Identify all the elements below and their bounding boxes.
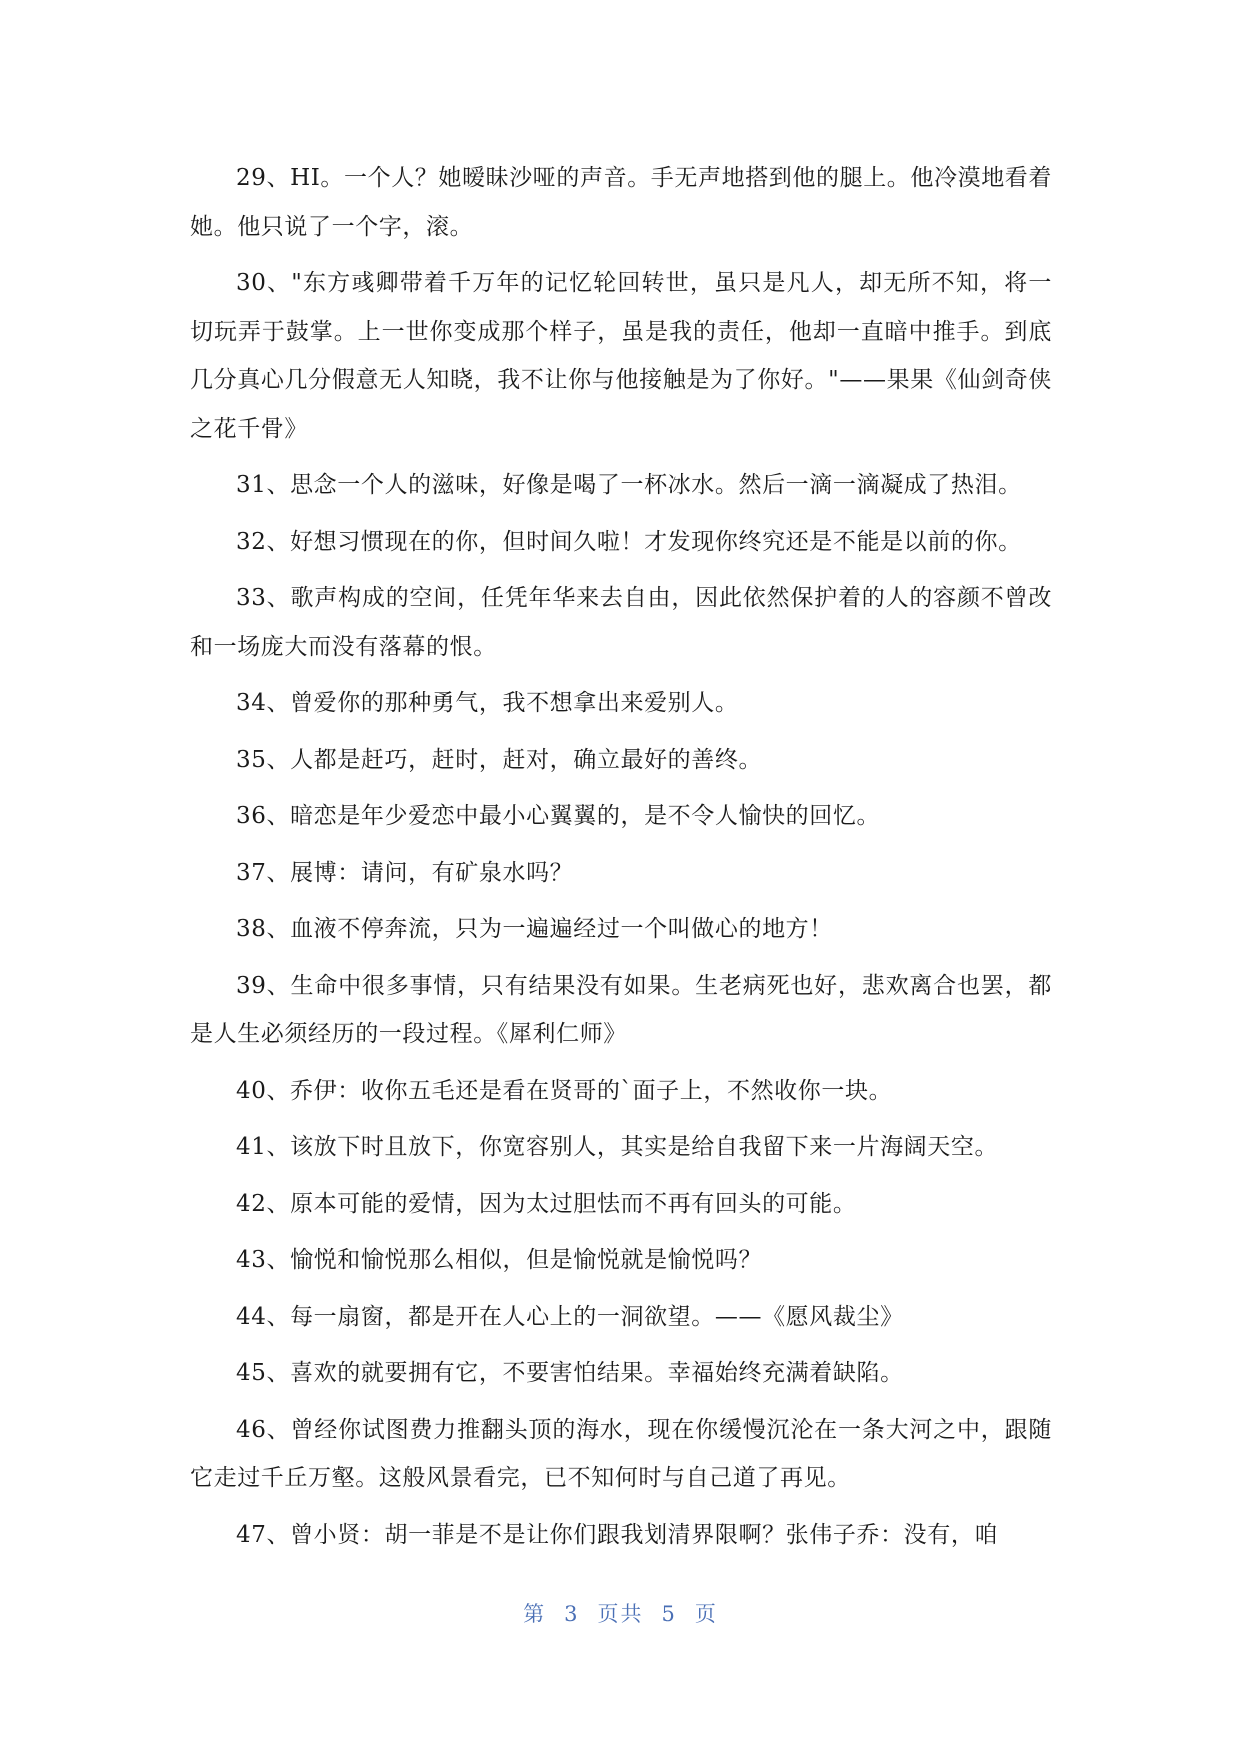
paragraph-33: 33、歌声构成的空间，任凭年华来去自由，因此依然保护着的人的容颜不曾改和一场庞大而没有落幕的恨。 [190,585,1052,660]
paragraph-36: 36、暗恋是年少爱恋中最小心翼翼的，是不令人愉快的回忆。 [236,803,881,829]
paragraph-46: 46、曾经你试图费力推翻头顶的海水，现在你缓慢沉沦在一条大河之中，跟随它走过千丘万壑。这般风景看完，已不知何时与自己道了再见。 [190,1416,1052,1491]
paragraph-39: 39、生命中很多事情，只有结果没有如果。生老病死也好，悲欢离合也罢，都是人生必须经历的一段过程。《犀利仁师》 [190,972,1052,1047]
page-footer [0,1598,1241,1628]
footer-suffix: 页 [694,1602,718,1626]
footer-middle: 页共 [597,1602,644,1626]
page-content [190,154,1052,1567]
footer-total-pages: 5 [661,1602,677,1626]
footer-prefix: 第 [523,1602,547,1626]
footer-current-page: 3 [564,1602,580,1626]
paragraph-38: 38、血液不停奔流，只为一遍遍经过一个叫做心的地方！ [236,916,833,942]
paragraph-32: 32、好想习惯现在的你，但时间久啦！才发现你终究还是不能是以前的你。 [236,528,1022,555]
paragraph-41: 41、该放下时且放下，你宽容别人，其实是给自我留下来一片海阔天空。 [236,1134,999,1160]
paragraph-35: 35、人都是赶巧，赶时，赶对，确立最好的善终。 [236,746,763,773]
paragraph-31: 31、思念一个人的滋味，好像是喝了一杯冰水。然后一滴一滴凝成了热泪。 [236,472,1022,498]
paragraph-37: 37、展博：请问，有矿泉水吗？ [236,859,574,886]
paragraph-34: 34、曾爱你的那种勇气，我不想拿出来爱别人。 [236,690,739,716]
paragraph-47: 47、曾小贤：胡一菲是不是让你们跟我划清界限啊？张伟子乔：没有，咱 [236,1521,999,1548]
paragraph-29: 29、HI。一个人？她暧昧沙哑的声音。手无声地搭到他的腿上。他冷漠地看着她。他只说了一个字，滚。 [190,165,1053,240]
paragraph-30: 30、"东方彧卿带着千万年的记忆轮回转世，虽只是凡人，却无所不知，将一切玩弄于鼓掌。上一世你变成那个样子，虽是我的责任，他却一直暗中推手。到底几分真心几分假意无人知晓，我不让你与他接触是为了你好。"——果果《仙剑奇侠之花千骨》 [190,270,1052,442]
paragraph-45: 45、喜欢的就要拥有它，不要害怕结果。幸福始终充满着缺陷。 [236,1360,904,1386]
paragraph-43: 43、愉悦和愉悦那么相似，但是愉悦就是愉悦吗？ [236,1247,763,1273]
paragraph-42: 42、原本可能的爱情，因为太过胆怯而不再有回头的可能。 [236,1190,857,1217]
paragraph-40: 40、乔伊：收你五毛还是看在贤哥的`面子上，不然收你一块。 [236,1077,893,1104]
paragraph-44: 44、每一扇窗，都是开在人心上的一洞欲望。——《愿风裁尘》 [236,1303,904,1330]
